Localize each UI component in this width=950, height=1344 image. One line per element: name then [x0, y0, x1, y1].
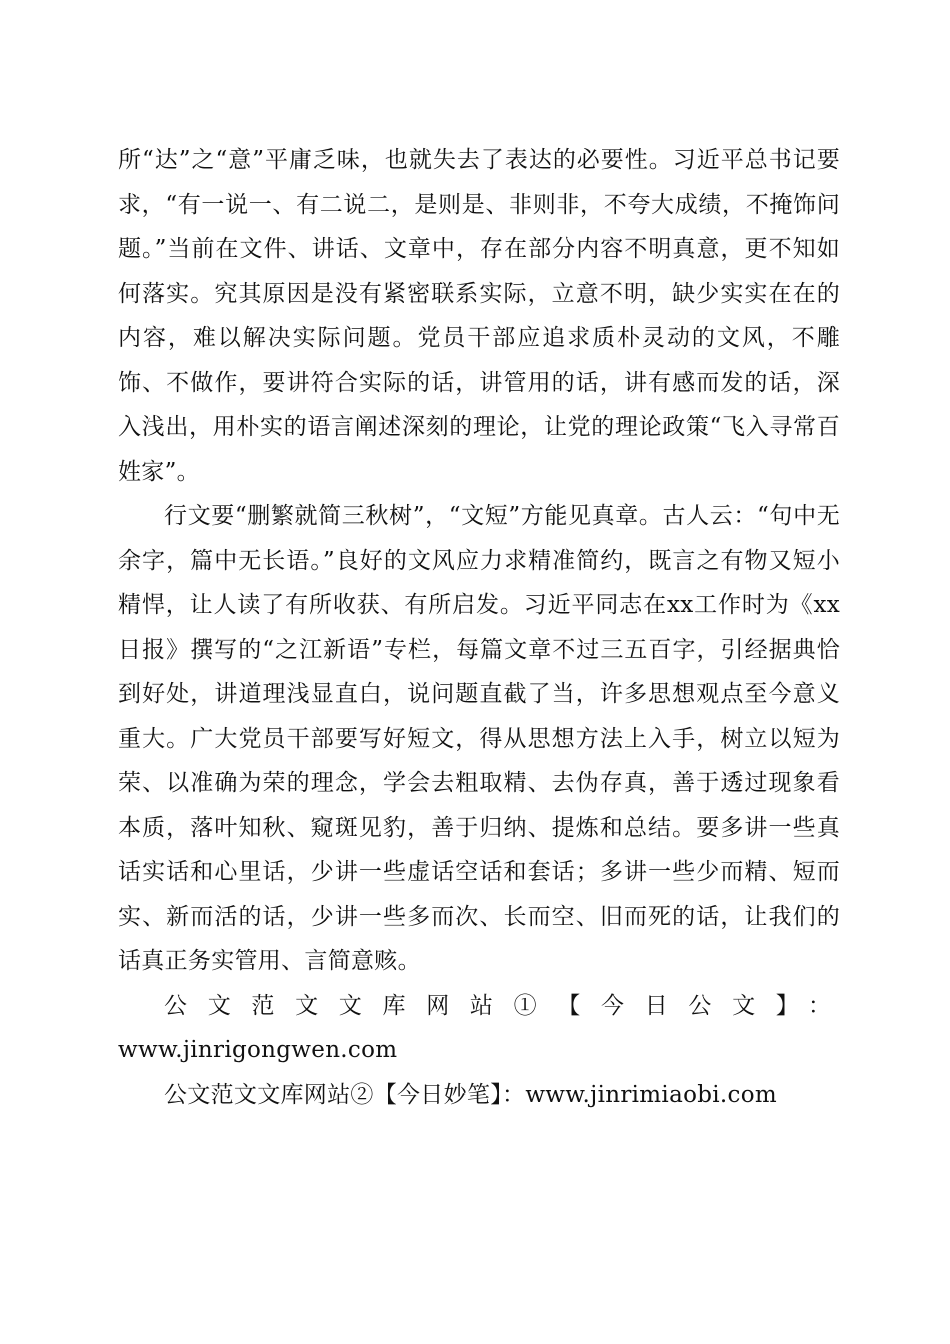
paragraph-2: 行文要“删繁就简三秋树”，“文短”方能见真章。古人云：“句中无余字，篇中无长语。”良好的文风应力求精准简约，既言之有物又短小精悍，让人读了有所收获、有所启发。习近平同志在xx工作时为《xx日报》撰写的“之江新语”专栏，每篇文章不过三五百字，引经据典恰到好处，讲道理浅显直白，说问题直截了当，许多思想观点至今意义重大。广大党员干部要写好短文，得从思想方法上入手，树立以短为荣、以准确为荣的理念，学会去粗取精、去伪存真，善于透过现象看本质，落叶知秋、窥斑见豹，善于归纳、提炼和总结。要多讲一些真话实话和心里话，少讲一些虚话空话和套话；多讲一些少而精、短而实、新而活的话，少讲一些多而次、长而空、旧而死的话，让我们的话真正务实管用、言简意赅。 — [118, 503, 840, 974]
footer-line-2 — [118, 1073, 840, 1118]
document-body — [118, 138, 840, 1117]
footer-line-1-url[interactable]: www.jinrigongwen.com — [118, 1037, 398, 1063]
footer-line-1 — [118, 984, 840, 1029]
footer-line-1-url-line — [118, 1028, 840, 1073]
paragraph-1: 所“达”之“意”平庸乏味，也就失去了表达的必要性。习近平总书记要求，“有一说一、有二说二，是则是、非则非，不夸大成绩，不掩饰问题。”当前在文件、讲话、文章中，存在部分内容不明真意，更不知如何落实。究其原因是没有紧密联系实际，立意不明，缺少实实在在的内容，难以解决实际问题。党员干部应追求质朴灵动的文风，不雕饰、不做作，要讲符合实际的话，讲管用的话，讲有感而发的话，深入浅出，用朴实的语言阐述深刻的理论，让党的理论政策“飞入寻常百姓家”。 — [118, 147, 840, 485]
footer-line-1-label: 公文范文文库网站①【今日公文】： — [164, 992, 840, 1019]
footer-line-2-url[interactable]: www.jinrimiaobi.com — [525, 1081, 777, 1108]
footer-line-2-label: 公文范文文库网站②【今日妙笔】： — [164, 1081, 526, 1108]
